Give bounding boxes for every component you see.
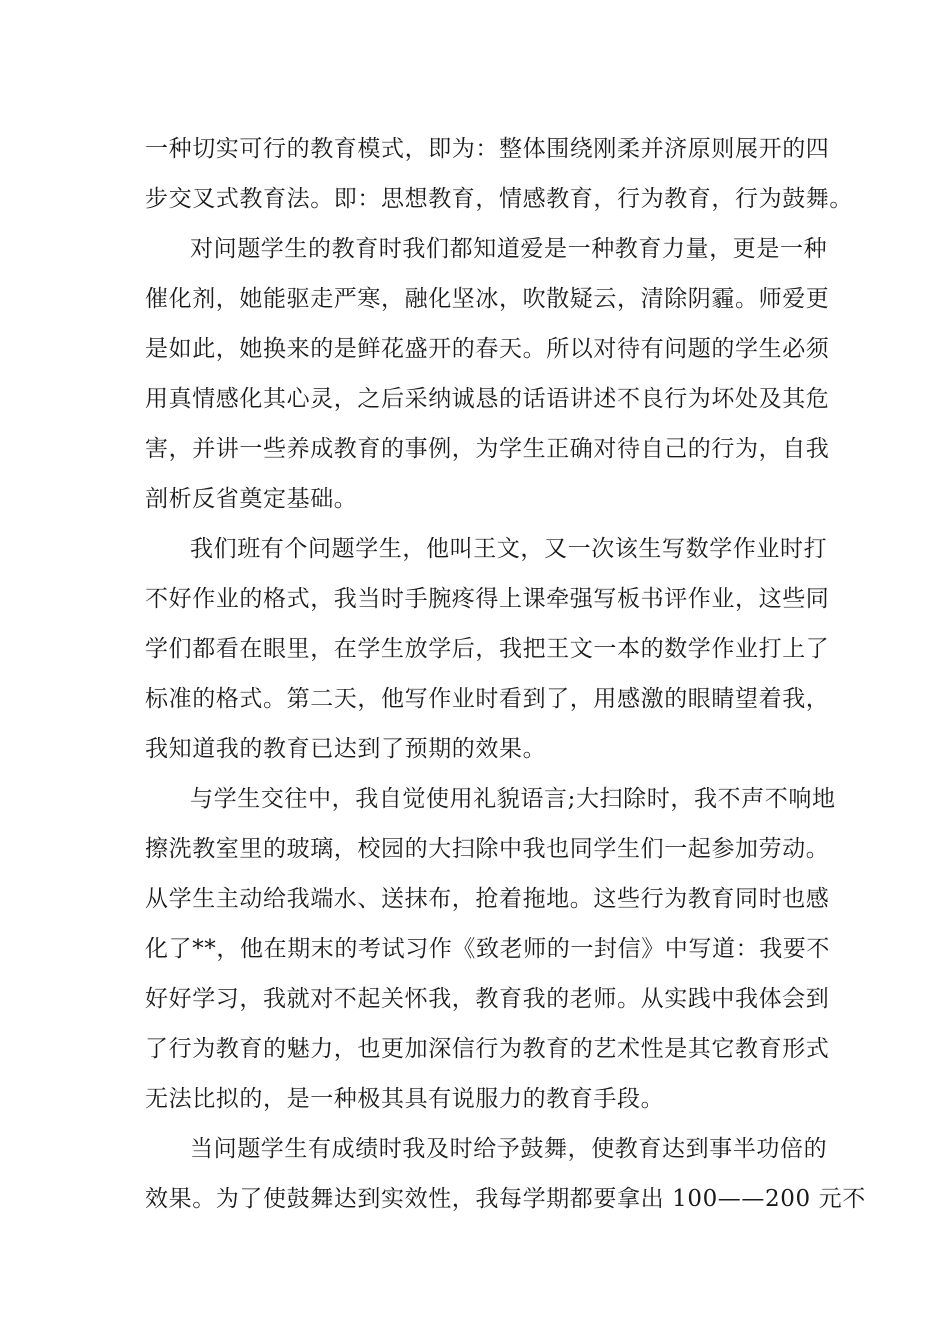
- text-line-6: 用真情感化其心灵，之后采纳诚恳的话语讲述不良行为坏处及其危: [145, 386, 830, 412]
- text-line-22: 效果。为了使鼓舞达到实效性，我每学期都要拿出 100——200 元不: [145, 1186, 866, 1212]
- text-line-11: 学们都看在眼里，在学生放学后，我把王文一本的数学作业打上了: [145, 636, 830, 662]
- text-line-8: 剖析反省奠定基础。: [145, 486, 358, 512]
- paragraph-start-line-21: 当问题学生有成绩时我及时给予鼓舞，使教育达到事半功倍的: [190, 1136, 828, 1162]
- text-line-7: 害，并讲一些养成教育的事例，为学生正确对待自己的行为，自我: [145, 436, 830, 462]
- text-line-5: 是如此，她换来的是鲜花盛开的春天。所以对待有问题的学生必须: [145, 336, 830, 362]
- paragraph-start-line-3: 对问题学生的教育时我们都知道爱是一种教育力量，更是一种: [190, 236, 828, 262]
- text-line-19: 了行为教育的魅力，也更加深信行为教育的艺术性是其它教育形式: [145, 1036, 830, 1062]
- text-line-10: 不好作业的格式，我当时手腕疼得上课牵强写板书评作业，这些同: [145, 586, 830, 612]
- text-line-20: 无法比拟的，是一种极其具有说服力的教育手段。: [145, 1086, 665, 1112]
- paragraph-start-line-9: 我们班有个问题学生，他叫王文，又一次该生写数学作业时打: [190, 536, 828, 562]
- text-line-4: 催化剂，她能驱走严寒，融化坚冰，吹散疑云，清除阴霾。师爱更: [145, 286, 830, 312]
- text-line-2: 步交叉式教育法。即：思想教育，情感教育，行为教育，行为鼓舞。: [145, 186, 853, 212]
- text-line-15: 擦洗教室里的玻璃，校园的大扫除中我也同学生们一起参加劳动。: [145, 836, 830, 862]
- text-line-12: 标准的格式。第二天，他写作业时看到了，用感激的眼睛望着我，: [145, 686, 830, 712]
- paragraph-start-line-14: 与学生交往中，我自觉使用礼貌语言;大扫除时，我不声不响地: [190, 786, 836, 812]
- text-line-1: 一种切实可行的教育模式，即为：整体围绕刚柔并济原则展开的四: [145, 136, 830, 162]
- text-line-18: 好好学习，我就对不起关怀我，教育我的老师。从实践中我体会到: [145, 986, 830, 1012]
- text-line-16: 从学生主动给我端水、送抹布，抢着拖地。这些行为教育同时也感: [145, 886, 830, 912]
- text-line-13: 我知道我的教育已达到了预期的效果。: [145, 736, 547, 762]
- text-line-17: 化了**，他在期末的考试习作《致老师的一封信》中写道：我要不: [145, 936, 830, 962]
